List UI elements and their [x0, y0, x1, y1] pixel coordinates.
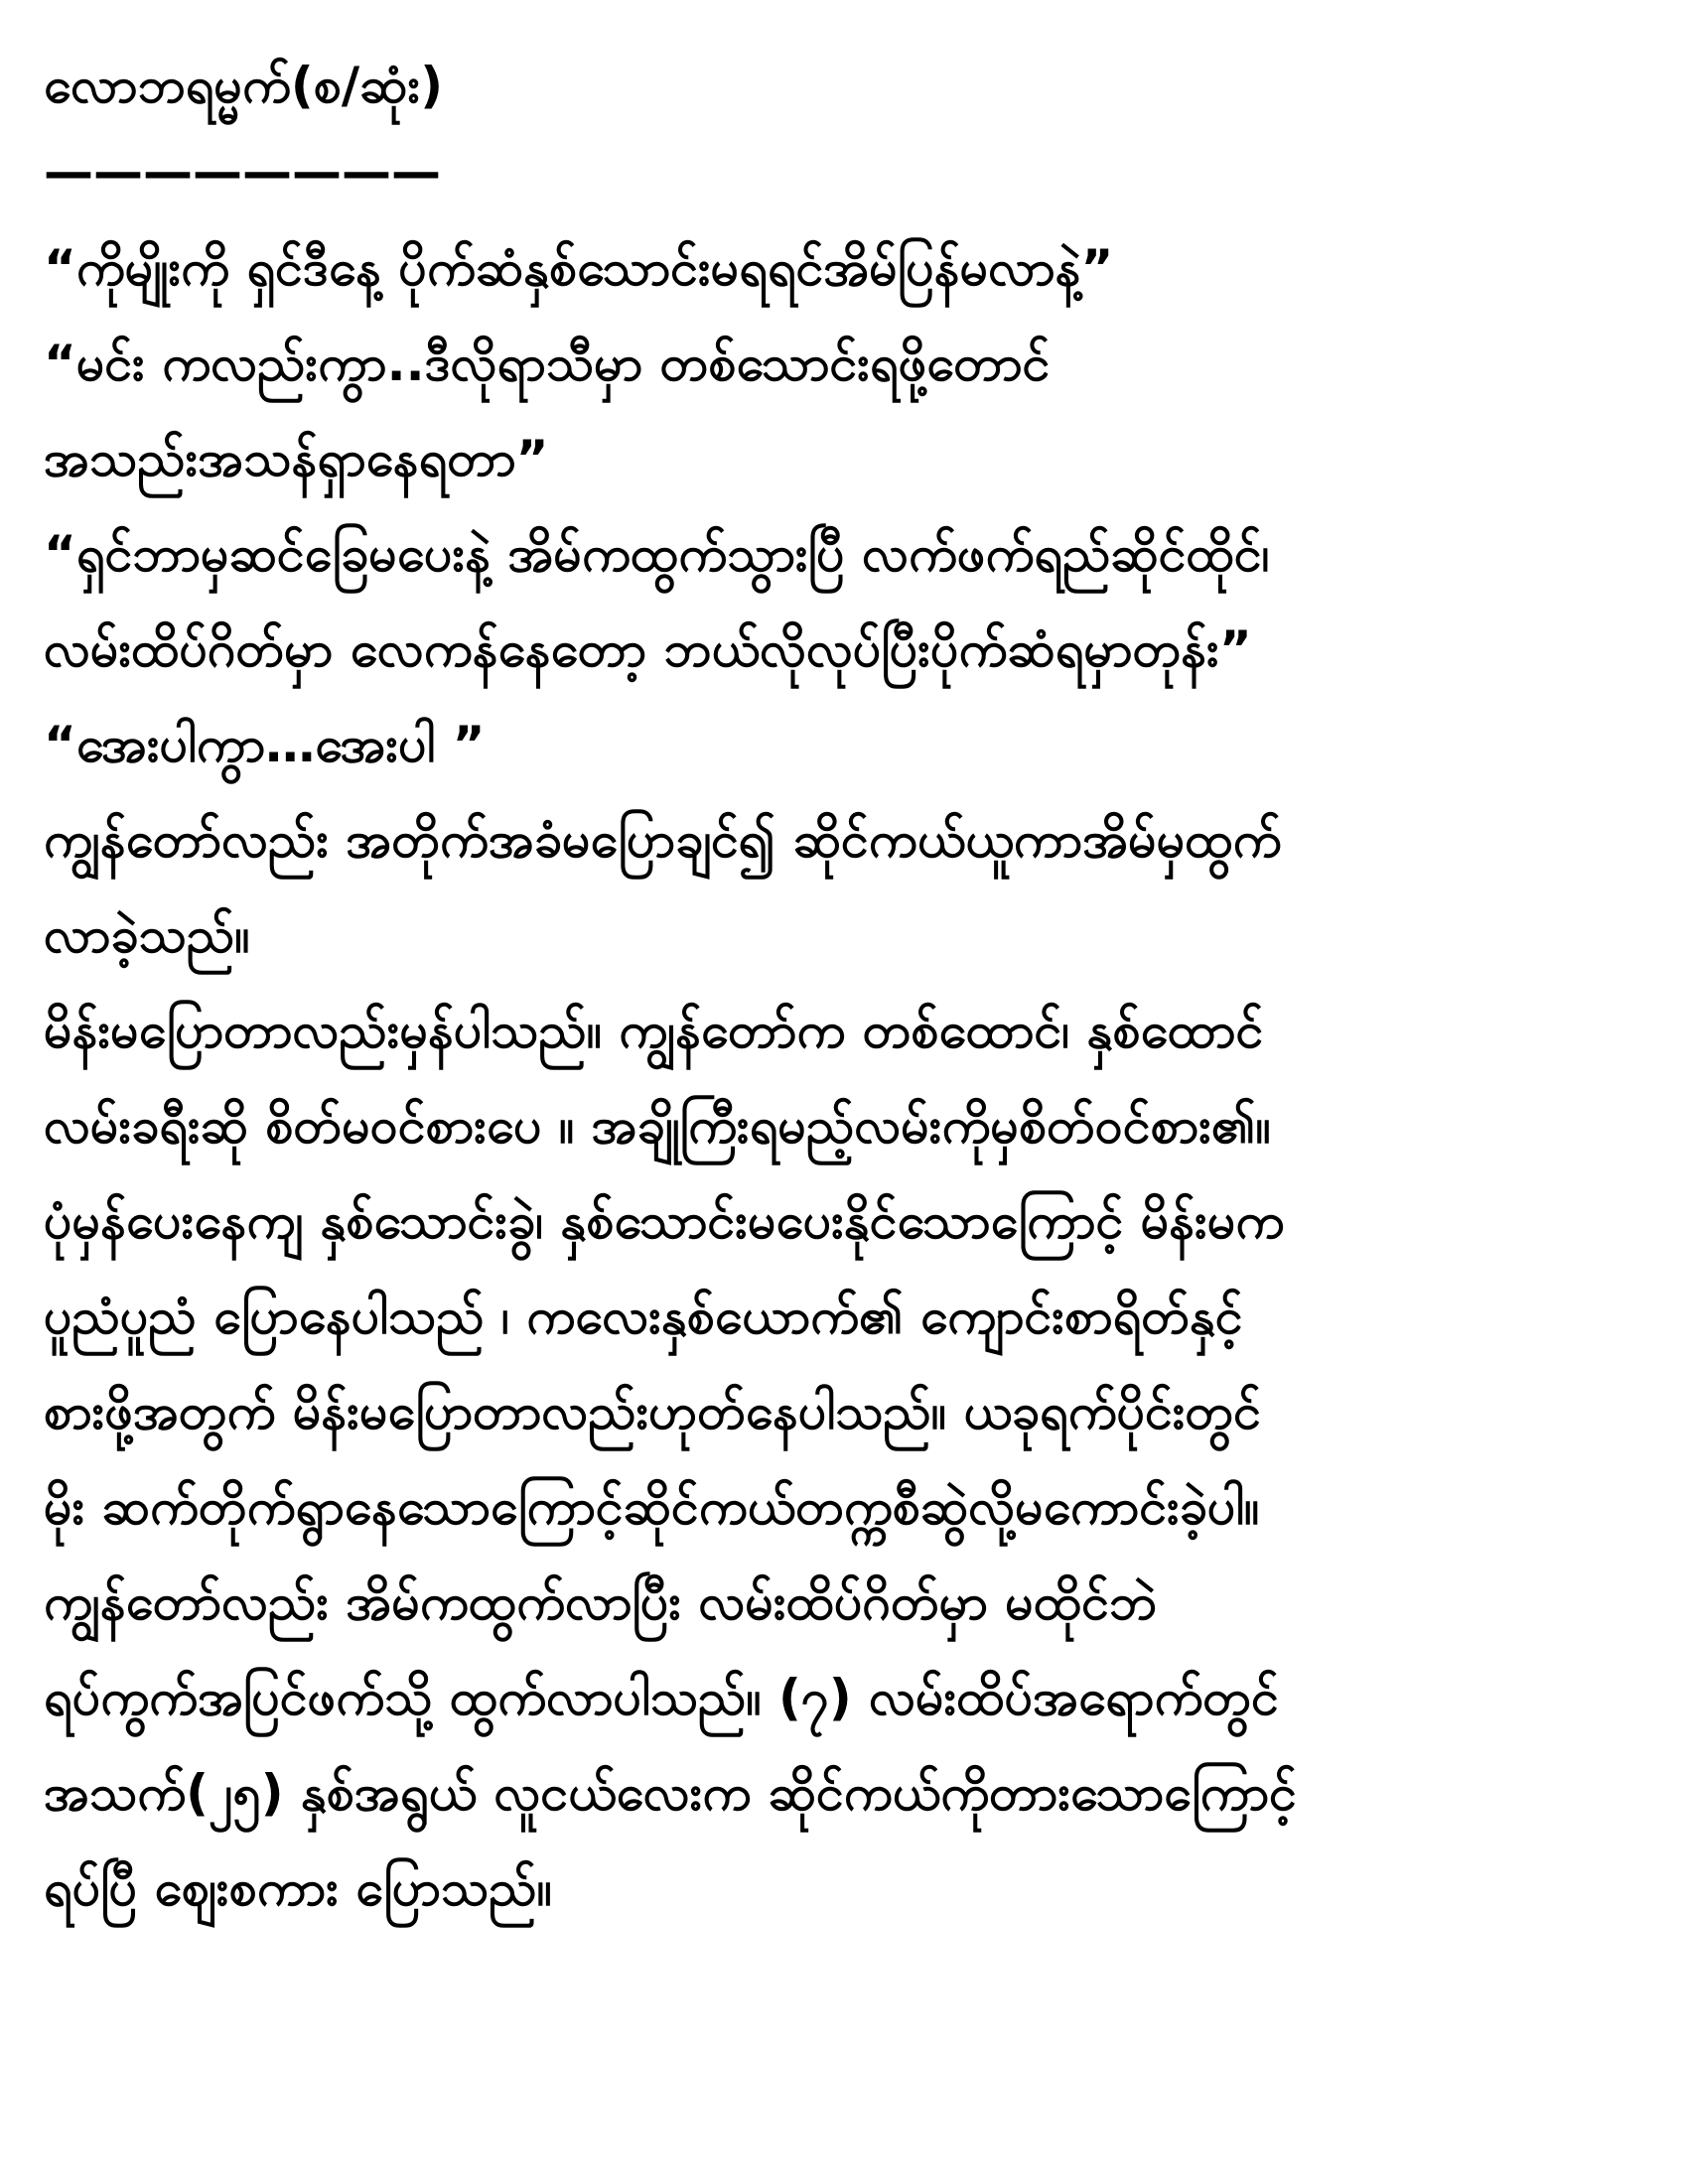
title-separator: ———————— [44, 143, 441, 201]
text-line: “ရှင်ဘာမှဆင်ခြေမပေးနဲ့ အိမ်ကထွက်သွားပြီ လက်ဖက်ရည်ဆိုင်ထိုင်၊ [44, 525, 1270, 583]
document-title: လောဘရမ္မက်(စ/ဆုံး) [44, 57, 444, 114]
text-line: ပူညံပူညံ ပြောနေပါသည် ၊ ကလေးနှစ်ယောက်၏ ကျောင်းစာရိတ်နှင့် [44, 1288, 1243, 1345]
text-line: ကျွန်တော်လည်း အတိုက်အခံမပြောချင်၍ ဆိုင်ကယ်ယူကာအိမ်မှထွက် [44, 811, 1282, 869]
document-body [44, 220, 1648, 1936]
text-line: “မင်း ကလည်းကွာ..ဒီလိုရာသီမှာ တစ်သောင်းရဖို့တောင် [44, 335, 1051, 392]
text-line: မိုး ဆက်တိုက်ရွာနေသောကြောင့်ဆိုင်ကယ်တက္ကစီဆွဲလို့မကောင်းခဲ့ပါ။ [44, 1478, 1260, 1536]
text-line: “အေးပါကွာ…အေးပါ ” [44, 716, 486, 773]
text-line: ရပ်ကွက်အပြင်ဖက်သို့ ထွက်လာပါသည်။ (၇) လမ်းထိပ်အရောက်တွင် [44, 1669, 1279, 1726]
text-line: စားဖို့အတွက် မိန်းမပြောတာလည်းဟုတ်နေပါသည်။ ယခုရက်ပိုင်းတွင် [44, 1383, 1261, 1440]
text-line: ပုံမှန်ပေးနေကျ နှစ်သောင်းခွဲ၊ နှစ်သောင်းမပေးနိုင်သောကြောင့် မိန်းမက [44, 1192, 1285, 1250]
text-line: ရပ်ပြီ ဈေးစကား ပြောသည်။ [44, 1859, 552, 1917]
text-line: “ကိုမျိုးကို ရှင်ဒီနေ့ ပိုက်ဆံနှစ်သောင်းမရရင်အိမ်ပြန်မလာနဲ့” [44, 239, 1114, 297]
text-line: လမ်းခရီးဆို စိတ်မဝင်စားပေ ။ အချိုကြီးရမည့်လမ်းကိုမှစိတ်ဝင်စား၏။ [44, 1097, 1271, 1155]
text-line: မိန်းမပြောတာလည်းမှန်ပါသည်။ ကျွန်တော်က တစ်ထောင်၊ နှစ်ထောင် [44, 1002, 1264, 1059]
text-line: လာခဲ့သည်။ [44, 906, 250, 964]
text-line: အသည်းအသန်ရှာနေရတာ” [44, 430, 549, 487]
text-line: အသက်(၂၅) နှစ်အရွယ် လူငယ်လေးက ဆိုင်ကယ်ကိုတားသောကြောင့် [44, 1764, 1297, 1822]
text-line: လမ်းထိပ်ဂိတ်မှာ လေကန်နေတော့ ဘယ်လိုလုပ်ပြီးပိုက်ဆံရမှာတုန်း” [44, 620, 1252, 678]
text-line: ကျွန်တော်လည်း အိမ်ကထွက်လာပြီး လမ်းထိပ်ဂိတ်မှာ မထိုင်ဘဲ [44, 1573, 1158, 1631]
